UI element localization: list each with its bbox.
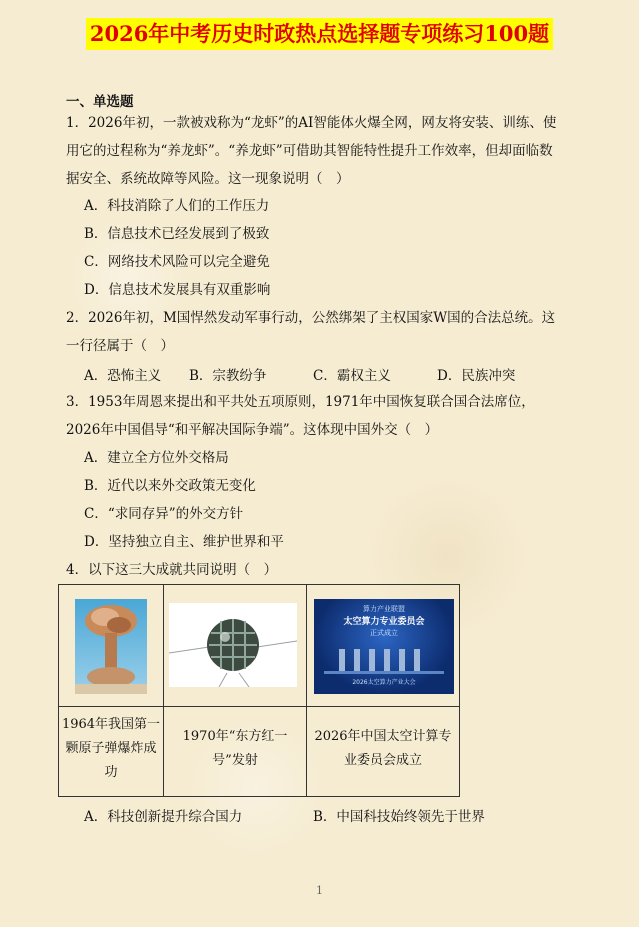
banner-line-3: 正式成立 (370, 629, 398, 637)
question-2-option-d[interactable]: D．民族冲突 (437, 368, 516, 384)
achievement-caption-2: 1970年“东方红一号”发射 (182, 729, 288, 768)
question-3-option-d[interactable]: D．坚持独立自主、维护世界和平 (84, 534, 284, 550)
title-wrap (0, 18, 639, 50)
question-4-stem: 4．以下这三大成就共同说明（ ） (66, 562, 278, 578)
question-3-option-b[interactable]: B．近代以来外交政策无变化 (84, 478, 256, 494)
achievement-caption-1: 1964年我国第一颗原子弹爆炸成功 (61, 717, 161, 780)
table-divider (306, 585, 307, 796)
question-2-option-a[interactable]: A．恐怖主义 (84, 368, 162, 384)
page-number: 1 (316, 884, 323, 897)
question-3-option-c[interactable]: C．“求同存异”的外交方针 (84, 506, 244, 522)
question-4-option-a[interactable]: A．科技创新提升综合国力 (84, 809, 243, 825)
page-title: 2026年中考历史时政热点选择题专项练习100题 (86, 18, 553, 50)
table-divider (163, 585, 164, 796)
achievement-caption-3: 2026年中国太空计算专业委员会成立 (314, 729, 452, 768)
question-2-stem: 2．2026年初，M国悍然发动军事行动，公然绑架了主权国家W国的合法总统。这一行径属于（ ） (66, 310, 556, 354)
banner-line-1: 算力产业联盟 (363, 605, 405, 613)
question-3-stem: 3．1953年周恩来提出和平共处五项原则，1971年中国恢复联合国合法席位，2026年中国倡导“和平解决国际争端”。这体现中国外交（ ） (66, 394, 535, 438)
banner-podiums (314, 641, 454, 681)
question-1-option-c[interactable]: C．网络技术风险可以完全避免 (84, 254, 270, 270)
banner-line-4: 2026太空算力产业大会 (352, 679, 416, 686)
question-1-option-b[interactable]: B．信息技术已经发展到了极致 (84, 226, 270, 242)
table-divider (59, 706, 459, 707)
question-2-option-b[interactable]: B．宗教纷争 (189, 368, 267, 384)
banner-line-2: 太空算力专业委员会 (343, 617, 425, 627)
question-1-option-d[interactable]: D．信息技术发展具有双重影响 (84, 282, 271, 298)
achievements-table (58, 584, 460, 797)
question-2-option-c[interactable]: C．霸权主义 (313, 368, 391, 384)
section-heading: 一、单选题 (66, 94, 134, 110)
question-4-option-b[interactable]: B．中国科技始终领先于世界 (313, 809, 485, 825)
question-1-stem: 1．2026年初，一款被戏称为“龙虾”的AI智能体火爆全网，网友将安装、训练、使用它的过程称为“养龙虾”。“养龙虾”可借助其智能特性提升工作效率，但却面临数据安全、系统故障等风险。这一现象说明（ ） (66, 115, 557, 187)
question-1-option-a[interactable]: A．科技消除了人们的工作压力 (84, 198, 270, 214)
satellite-image (169, 603, 297, 687)
space-computing-committee-image (314, 599, 454, 694)
question-3-option-a[interactable]: A．建立全方位外交格局 (84, 450, 229, 466)
atomic-bomb-image (75, 599, 147, 694)
